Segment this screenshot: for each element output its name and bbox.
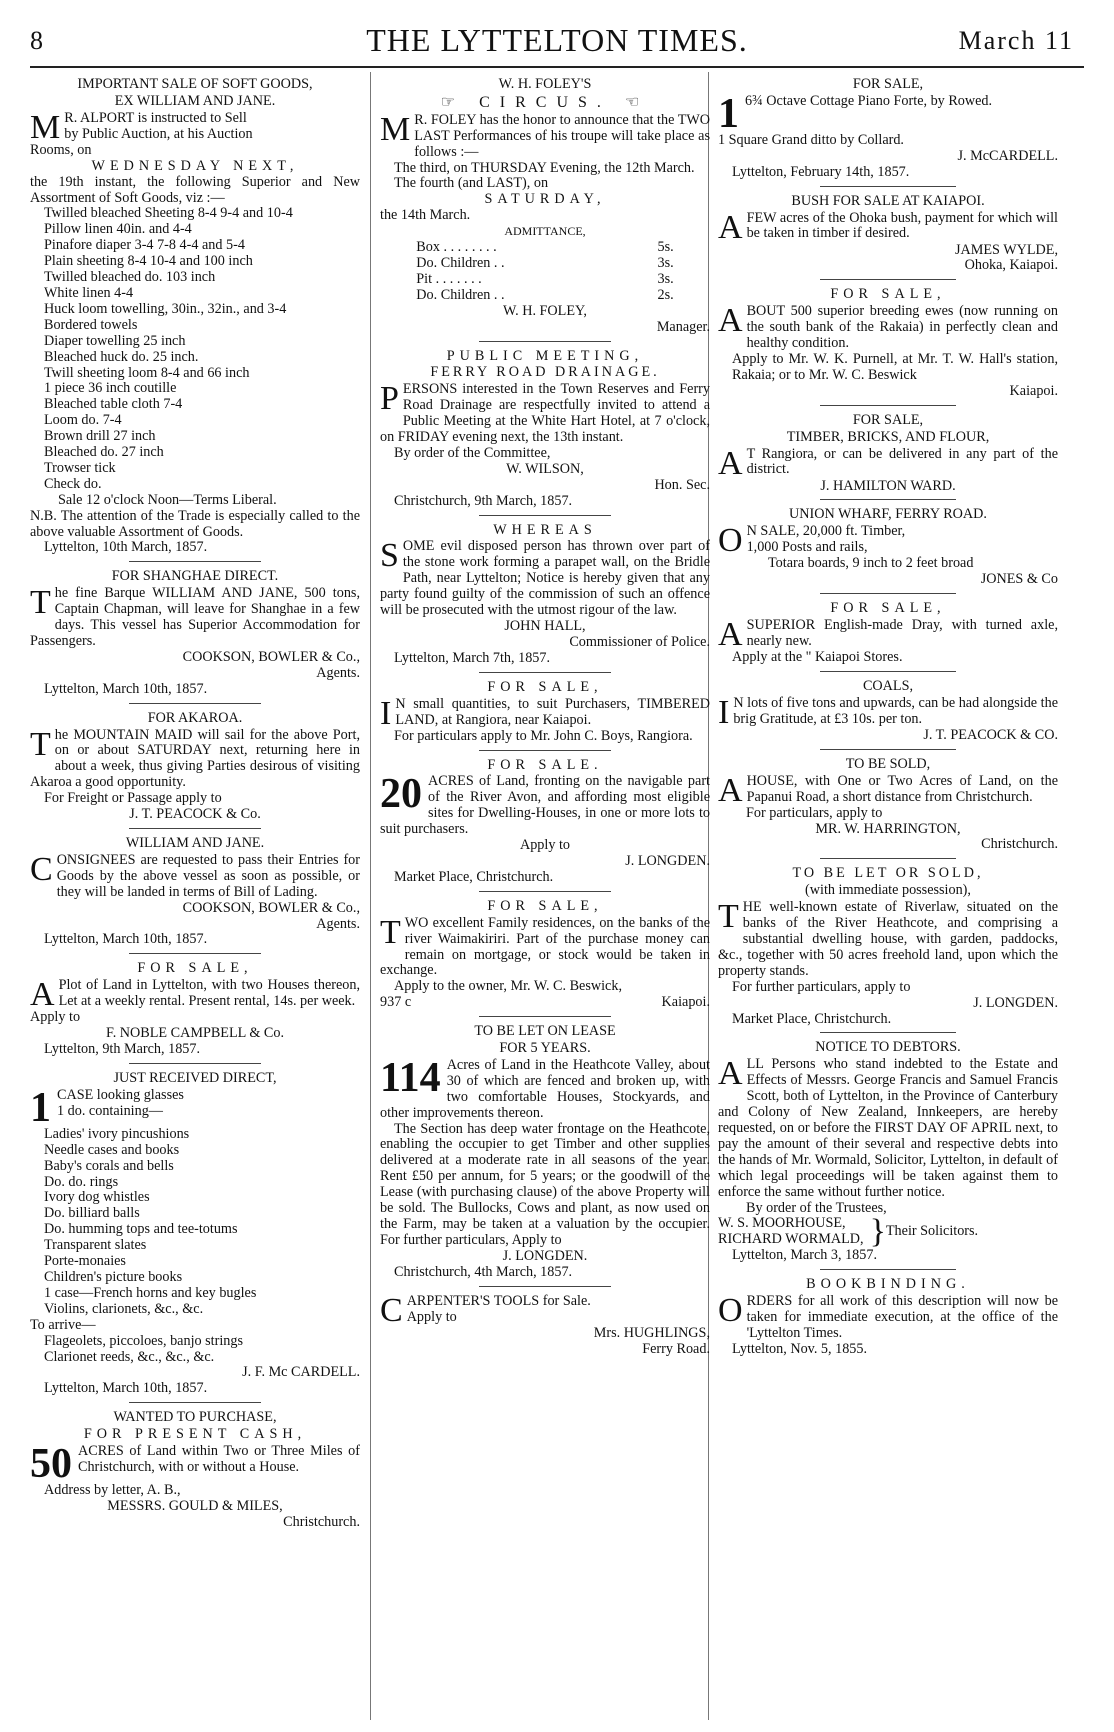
ad-text: Totara boards, 9 inch to 2 feet broad	[768, 555, 974, 572]
ad-date: Lyttelton, Nov. 5, 1855.	[732, 1340, 868, 1357]
column-1	[30, 76, 360, 1536]
ad-heading: FOR SALE,	[487, 678, 603, 695]
ad-date: Lyttelton, March 10th, 1857.	[44, 931, 208, 948]
ad-waimakiriri	[380, 899, 710, 1011]
ad-heading: WANTED TO PURCHASE,	[113, 1409, 277, 1426]
ad-akaroa	[30, 711, 360, 823]
drop-cap: S	[380, 537, 399, 575]
list-item: Flageolets, piccoloes, banjo strings	[44, 1332, 243, 1349]
drop-cap: T	[380, 913, 401, 951]
ad-signature: J. LONGDEN.	[502, 1247, 588, 1264]
solicitor-names	[718, 1216, 870, 1248]
price-value: 2s.	[657, 286, 674, 303]
price-label: Do. Children . .	[416, 286, 505, 303]
ad-signature: W. H. FOLEY,	[503, 302, 587, 319]
ad-place: Christchurch.	[981, 836, 1058, 853]
ad-signature: J. LONGDEN.	[625, 852, 710, 869]
goods-list	[30, 1127, 360, 1318]
ad-heading: W. H. FOLEY'S	[498, 76, 592, 92]
ad-signature: COOKSON, BOWLER & Co.,	[182, 648, 360, 665]
ad-subheading: (with immediate possession),	[805, 882, 971, 899]
ad-rangiora	[380, 680, 710, 745]
ad-text: Apply to the owner, Mr. W. C. Beswick,	[394, 978, 622, 995]
drop-cap: A	[718, 771, 743, 809]
list-item: Porte-monaies	[44, 1253, 126, 1270]
ad-signature: JONES & Co	[980, 571, 1058, 588]
ad-date: Lyttelton, February 14th, 1857.	[732, 163, 910, 180]
ad-signature: JOHN HALL,	[504, 618, 586, 634]
drop-cap: A	[718, 302, 743, 340]
ad-text: N lots of five tons and upwards, can be had alongside the brig Gratitude, at £3 10s. per ton.	[733, 694, 1058, 727]
ad-text: N SALE, 20,000 ft. Timber,	[746, 523, 906, 540]
ad-text: Rooms, on	[30, 141, 92, 158]
ad-debtors	[718, 1040, 1058, 1264]
ad-emphasis: SATURDAY,	[484, 191, 606, 208]
price-value: 3s.	[657, 254, 674, 271]
ad-signature: Mrs. HUGHLINGS,	[593, 1324, 710, 1341]
ad-alport	[30, 77, 360, 556]
ad-heading: FOR SALE.	[487, 756, 603, 773]
nota-bene: N.B. The attention of the Trade is especially called to the above valuable Assortment of Goods.	[30, 507, 360, 540]
ad-signature: J. T. PEACOCK & CO.	[923, 726, 1058, 743]
ad-just-received	[30, 1071, 360, 1397]
ad-heading: FOR AKAROA.	[147, 709, 243, 726]
ad-lease	[380, 1024, 710, 1281]
ad-subheading: EX WILLIAM AND JANE.	[114, 92, 276, 109]
list-item: Plain sheeting 8-4 10-4 and 100 inch	[44, 253, 253, 270]
ad-text: 1,000 Posts and rails,	[746, 539, 868, 556]
drop-cap: P	[380, 380, 399, 418]
ad-text: the 19th instant, the following Superior and New Assortment of Soft Goods, viz :—	[30, 173, 360, 206]
ad-text: The Section has deep water frontage on the Heathcote, enabling the occupier to get Timber and other supplies delivered at a moderate rate in all seasons of the year. Rent £50 per annum, for 5 years; or the goodwill of the Lease (with purchasing clause) of the above Property will be sold. The Bullocks, Cows and plant, as now used on the Farm, may be taken at a valuation by the occupier. For further particulars, Apply to	[380, 1120, 710, 1248]
drop-numeral: 1	[718, 90, 739, 137]
ad-bookbinding	[718, 1277, 1058, 1358]
ad-text: 6¾ Octave Cottage Piano Forte, by Rowed.	[745, 92, 993, 109]
arrive-list	[30, 1334, 360, 1366]
ad-whereas	[380, 523, 710, 667]
ad-signature: COOKSON, BOWLER & Co.,	[182, 899, 360, 916]
list-item: Loom do. 7-4	[44, 412, 122, 429]
ad-heading: BUSH FOR SALE AT KAIAPOI.	[791, 192, 985, 209]
ad-carpenter	[380, 1291, 710, 1358]
ad-date: Lyttelton, 10th March, 1857.	[44, 539, 208, 556]
ad-text: By order of the Committee,	[394, 444, 551, 461]
ad-place: Kaiapoi.	[661, 994, 710, 1011]
ad-public-meeting	[380, 349, 710, 510]
ad-role: Commissioner of Police.	[569, 633, 710, 650]
ad-text: ONSIGNEES are requested to pass their Entries for Goods by the above vessel as soon as possible, or they will be landed in terms of Bill of Lading.	[56, 851, 360, 900]
list-item: Check do.	[44, 475, 102, 492]
ad-text: LL Persons who stand indebted to the Estate and Effects of Messrs. George Francis and Samuel Francis Scott, both of Lyttelton, in the Province of Canterbury and Colony of New Zealand, Innkeepers, are hereby requested, on or before the FIRST DAY OF APRIL next, to pay the amount of their several and respective debts into the hands of Mr. Wormald, Solicitor, Lyttelton, in default of which legal proceedings will be taken against them to enforce the same without further notice.	[718, 1056, 1058, 1200]
ad-signature: J. HAMILTON WARD.	[820, 477, 956, 494]
ad-heading: FOR SALE,	[830, 600, 946, 617]
page-number: 8	[30, 26, 43, 55]
list-item: Trowser tick	[44, 459, 116, 476]
ad-heading: FOR SALE,	[137, 960, 253, 977]
masthead-rule	[30, 66, 1084, 68]
ad-heading: FOR SALE,	[487, 897, 603, 914]
ad-text: The fourth (and LAST), on	[394, 175, 549, 192]
ad-heading: FOR SHANGHAE DIRECT.	[111, 568, 279, 585]
ad-heading: FOR SALE,	[852, 411, 924, 428]
ad-text: Apply to	[406, 1308, 457, 1325]
ad-text: Acres of Land in the Heathcote Valley, about 30 of which are fenced and broken up, with two comfortable Houses, Stockyards, and other improvements thereon.	[380, 1056, 710, 1121]
ad-text: 1 Square Grand ditto by Collard.	[718, 131, 904, 148]
drop-cap: A	[718, 444, 743, 482]
goods-list	[30, 206, 360, 492]
drop-numeral: 20	[380, 771, 422, 818]
ad-riverlaw	[718, 866, 1058, 1027]
ad-text: he MOUNTAIN MAID will sail for the above Port, on or about SATURDAY next, returning here in about a week, thus giving Parties desirous of visiting Akaroa a good opportunity.	[30, 726, 360, 791]
ad-signature: MR. W. HARRINGTON,	[815, 820, 961, 837]
drop-cap: O	[718, 522, 743, 560]
ad-wharf	[718, 507, 1058, 588]
ad-heading: FOR SALE,	[830, 286, 946, 303]
list-item: 1 piece 36 inch coutille	[44, 380, 177, 397]
ad-place: Ohoka, Kaiapoi.	[964, 257, 1058, 274]
ad-text: T Rangiora, or can be delivered in any part of the district.	[746, 445, 1058, 478]
ad-text: ARPENTER'S TOOLS for Sale.	[406, 1292, 591, 1309]
admittance-label: ADMITTANCE,	[504, 224, 586, 239]
list-item: Twilled bleached Sheeting 8-4 9-4 and 10-4	[44, 205, 293, 222]
ad-text: OME evil disposed person has thrown over part of the stone work forming a parapet wall, on the Bridle Path, near Lyttelton; Notice is hereby given that any party found guilty of the commission of such an offence will be prosecuted with the utmost rigour of the law.	[380, 538, 710, 619]
ad-dray	[718, 601, 1058, 666]
list-item: Bleached do. 27 inch	[44, 444, 164, 461]
ad-text: Address by letter, A. B.,	[44, 1482, 181, 1499]
ad-place: Market Place, Christchurch.	[394, 868, 554, 885]
list-item: Bleached table cloth 7-4	[44, 396, 183, 413]
column-rule-1	[370, 72, 371, 1720]
ad-date: Lyttelton, March 3, 1857.	[732, 1247, 878, 1264]
ad-role: Hon. Sec.	[654, 476, 710, 493]
ad-text: Plot of Land in Lyttelton, with two Houses thereon, Let at a weekly rental. Present rental, 14s. per week.	[58, 977, 360, 1010]
list-item: Huck loom towelling, 30in., 32in., and 3-4	[44, 300, 287, 317]
brace-glyph: }	[869, 1213, 886, 1251]
list-item: Transparent slates	[44, 1237, 147, 1254]
ad-footer	[380, 995, 710, 1011]
ad-text: FEW acres of the Ohoka bush, payment for which will be taken in timber if desired.	[746, 209, 1058, 242]
ad-text: By order of the Trustees,	[746, 1199, 887, 1216]
sale-terms: Sale 12 o'clock Noon—Terms Liberal.	[58, 491, 277, 508]
ad-signature: MESSRS. GOULD & MILES,	[107, 1497, 283, 1514]
list-item: Bordered towels	[44, 316, 138, 333]
ad-role: Agents.	[316, 915, 360, 932]
ad-emphasis: WEDNESDAY NEXT,	[91, 157, 299, 174]
list-item: Bleached huck do. 25 inch.	[44, 348, 199, 365]
list-item: White linen 4-4	[44, 284, 134, 301]
list-item: Pillow linen 40in. and 4-4	[44, 221, 192, 238]
ad-shanghae	[30, 569, 360, 697]
ad-signature: J. F. Mc CARDELL.	[242, 1364, 360, 1381]
ad-text: BOUT 500 superior breeding ewes (now running on the south bank of the Rakaia) in perfectly clean and healthy condition.	[746, 303, 1058, 352]
ad-heading: FOR SALE,	[852, 76, 924, 92]
ad-subheading: FOR PRESENT CASH,	[83, 1426, 307, 1443]
ad-signature: RICHARD WORMALD,	[718, 1231, 864, 1248]
ad-heading: PUBLIC MEETING,	[446, 347, 644, 364]
drop-cap: C	[30, 850, 53, 888]
ad-text: HE well-known estate of Riverlaw, situated on the banks of the River Heathcote, and comprising a substantial dwelling house, with garden, paddocks, &c., together with 50 acres freehold land, upon which the property stands.	[718, 899, 1058, 979]
drop-cap: T	[30, 725, 51, 763]
ad-text: N small quantities, to suit Purchasers, TIMBERED LAND, at Rangiora, near Kaiapoi.	[395, 695, 710, 728]
list-item: 1 case—French horns and key bugles	[44, 1284, 257, 1301]
ad-piano	[718, 77, 1058, 181]
price-label: Do. Children . .	[416, 254, 505, 271]
ad-signature: W. S. MOORHOUSE,	[718, 1215, 846, 1232]
masthead	[0, 20, 1114, 66]
ad-role: Manager.	[656, 318, 710, 335]
drop-cap: A	[718, 208, 743, 246]
ad-circus	[380, 77, 710, 336]
list-item: Ivory dog whistles	[44, 1189, 150, 1206]
drop-cap: M	[30, 108, 61, 146]
drop-cap: T	[30, 584, 51, 622]
table-row	[416, 240, 673, 256]
price-table	[416, 240, 673, 304]
ad-date: Lyttelton, 9th March, 1857.	[44, 1041, 201, 1058]
ad-text: For particulars apply to Mr. John C. Boys, Rangiora.	[394, 727, 693, 744]
ad-role: Their Solicitors.	[885, 1223, 979, 1240]
ad-coals	[718, 679, 1058, 744]
ad-subheading: TIMBER, BRICKS, AND FLOUR,	[786, 428, 990, 445]
ad-heading: TO BE SOLD,	[845, 755, 931, 772]
ad-subheading: FERRY ROAD DRAINAGE.	[430, 364, 660, 381]
table-row	[416, 256, 673, 272]
ad-heading: UNION WHARF, FERRY ROAD.	[789, 506, 987, 523]
list-item: Do. humming tops and tee-totums	[44, 1221, 238, 1238]
ad-text: Apply to	[30, 1009, 81, 1026]
ad-date: Lyttelton, March 10th, 1857.	[44, 1380, 208, 1397]
ad-text: 1 do. containing—	[57, 1102, 163, 1119]
drop-cap: O	[718, 1292, 743, 1330]
ad-text: Apply to Mr. W. K. Purnell, at Mr. T. W. Hall's station, Rakaia; or to Mr. W. C. Beswick	[732, 350, 1058, 383]
ad-heading: JUST RECEIVED DIRECT,	[113, 1069, 277, 1086]
ad-date: Lyttelton, March 7th, 1857.	[394, 649, 551, 666]
ad-text: To arrive—	[30, 1316, 96, 1333]
ad-text: RDERS for all work of this description will now be taken for immediate execution, at the office of the 'Lyttelton Times.	[746, 1293, 1058, 1341]
ad-subheading: FOR 5 YEARS.	[499, 1040, 591, 1057]
ad-avon	[380, 758, 710, 886]
ad-timber-bricks	[718, 413, 1058, 495]
list-item: Twill sheeting loom 8-4 and 66 inch	[44, 364, 250, 381]
ad-place: Christchurch.	[283, 1513, 360, 1530]
ad-role: Agents.	[316, 664, 360, 681]
ad-date: Christchurch, 9th March, 1857.	[394, 492, 573, 509]
ad-signature: J. LONGDEN.	[973, 994, 1058, 1011]
ad-text: R. ALPORT is instructed to Sell	[64, 109, 247, 126]
table-row	[416, 288, 673, 304]
ad-wanted	[30, 1410, 360, 1531]
list-item: Do. do. rings	[44, 1173, 119, 1190]
issue-date: March 11	[958, 26, 1074, 55]
list-item: Do. billiard balls	[44, 1205, 140, 1222]
list-item: Ladies' ivory pincushions	[44, 1125, 190, 1142]
ad-signature: JAMES WYLDE,	[955, 241, 1058, 258]
ad-title: ☞ CIRCUS. ☜	[440, 93, 650, 111]
list-item: Baby's corals and bells	[44, 1157, 174, 1174]
table-row	[416, 272, 673, 288]
drop-cap: T	[718, 898, 739, 936]
ad-land-lyttelton	[30, 961, 360, 1058]
list-item: Pinafore diaper 3-4 7-8 4-4 and 5-4	[44, 237, 245, 254]
drop-numeral: 50	[30, 1441, 72, 1488]
ad-heading: TO BE LET ON LEASE	[474, 1023, 616, 1040]
ad-signature: W. WILSON,	[506, 460, 584, 477]
ad-heading: TO BE LET OR SOLD,	[792, 865, 984, 882]
ad-text: WO excellent Family residences, on the banks of the river Waimakiriri. Part of the purchase money can remain on mortgage, or stock would be taken in exchange.	[380, 914, 710, 979]
circus-title: CIRCUS.	[479, 93, 611, 111]
ad-heading: WILLIAM AND JANE.	[125, 834, 265, 851]
ad-text: The third, on THURSDAY Evening, the 12th March.	[394, 159, 695, 176]
drop-cap: I	[380, 694, 392, 732]
ad-text: CASE looking glasses	[57, 1086, 184, 1103]
list-item: Violins, clarionets, &c., &c.	[44, 1300, 204, 1317]
ad-heading: WHEREAS	[493, 521, 597, 538]
list-item: Diaper towelling 25 inch	[44, 332, 186, 349]
price-value: 5s.	[657, 239, 674, 256]
column-3	[718, 76, 1058, 1363]
drop-cap: A	[718, 1055, 743, 1093]
ad-text: the 14th March.	[380, 207, 471, 224]
ad-signature: F. NOBLE CAMPBELL & Co.	[105, 1025, 285, 1042]
drop-cap: A	[718, 616, 743, 654]
price-label: Box . . . . . . . .	[416, 239, 497, 256]
ad-date: Lyttelton, March 10th, 1857.	[44, 680, 208, 697]
list-item: Clarionet reeds, &c., &c., &c.	[44, 1348, 215, 1365]
ad-text: For particulars, apply to	[746, 804, 883, 821]
ad-text: ERSONS interested in the Town Reserves and Ferry Road Drainage are respectfully invited to attend a Public Meeting at the White Hart Hotel, at 7 o'clock, on FRIDAY evening next, the 13th instant.	[380, 381, 710, 446]
list-item: Needle cases and books	[44, 1141, 180, 1158]
ad-house	[718, 757, 1058, 854]
ad-text: For further particulars, apply to	[732, 978, 911, 995]
ad-signature: J. McCARDELL.	[957, 147, 1058, 164]
ad-date: Christchurch, 4th March, 1857.	[394, 1263, 573, 1280]
list-item: Brown drill 27 inch	[44, 428, 156, 445]
ad-code: 937 c	[380, 994, 412, 1011]
ad-text: ACRES of Land within Two or Three Miles of Christchurch, with or without a House.	[78, 1443, 360, 1475]
drop-cap: I	[718, 693, 730, 731]
price-label: Pit . . . . . . .	[416, 270, 482, 287]
drop-numeral: 1	[30, 1084, 51, 1131]
ad-text: Apply to	[519, 837, 571, 854]
price-value: 3s.	[657, 270, 674, 287]
drop-cap: C	[380, 1291, 403, 1329]
ad-text: ACRES of Land, fronting on the navigable part of the River Avon, and affording most eligible sites for Dwelling-Houses, in one or more lots to suit purchasers.	[380, 773, 710, 838]
ad-heading: NOTICE TO DEBTORS.	[815, 1039, 961, 1056]
ad-text: SUPERIOR English-made Dray, with turned axle, nearly new.	[746, 617, 1058, 649]
list-item: Twilled bleached do. 103 inch	[44, 269, 216, 286]
column-2	[380, 76, 710, 1362]
ad-text: by Public Auction, at his Auction	[64, 125, 253, 142]
ad-place: Market Place, Christchurch.	[732, 1010, 892, 1027]
ad-bush	[718, 194, 1058, 275]
ad-text: R. FOLEY has the honor to announce that the TWO LAST Performances of his troupe will take place as follows :—	[414, 111, 710, 160]
ad-text: he fine Barque WILLIAM AND JANE, 500 tons, Captain Chapman, will leave for Shanghae in a few days. This vessel has Superior Accommodation for Passengers.	[30, 585, 360, 649]
ad-place: Ferry Road.	[642, 1340, 710, 1357]
ad-heading: COALS,	[862, 677, 914, 694]
newspaper-title: THE LYTTELTON TIMES.	[366, 22, 748, 58]
ad-text: HOUSE, with One or Two Acres of Land, on the Papanui Road, a short distance from Christchurch.	[746, 772, 1058, 805]
ad-signature: J. T. PEACOCK & Co.	[129, 806, 261, 823]
ad-heading: IMPORTANT SALE OF SOFT GOODS,	[77, 76, 313, 92]
drop-cap: M	[380, 110, 411, 148]
ad-place: Kaiapoi.	[1009, 382, 1058, 399]
ad-text: For Freight or Passage apply to	[44, 790, 222, 807]
ad-consignees	[30, 836, 360, 948]
drop-numeral: 114	[380, 1054, 441, 1101]
ad-text: Apply at the " Kaiapoi Stores.	[732, 649, 903, 666]
ad-heading: BOOKBINDING.	[806, 1276, 970, 1293]
ad-ewes	[718, 287, 1058, 399]
solicitors-block	[718, 1213, 1058, 1251]
list-item: Children's picture books	[44, 1269, 183, 1285]
drop-cap: A	[30, 976, 55, 1014]
